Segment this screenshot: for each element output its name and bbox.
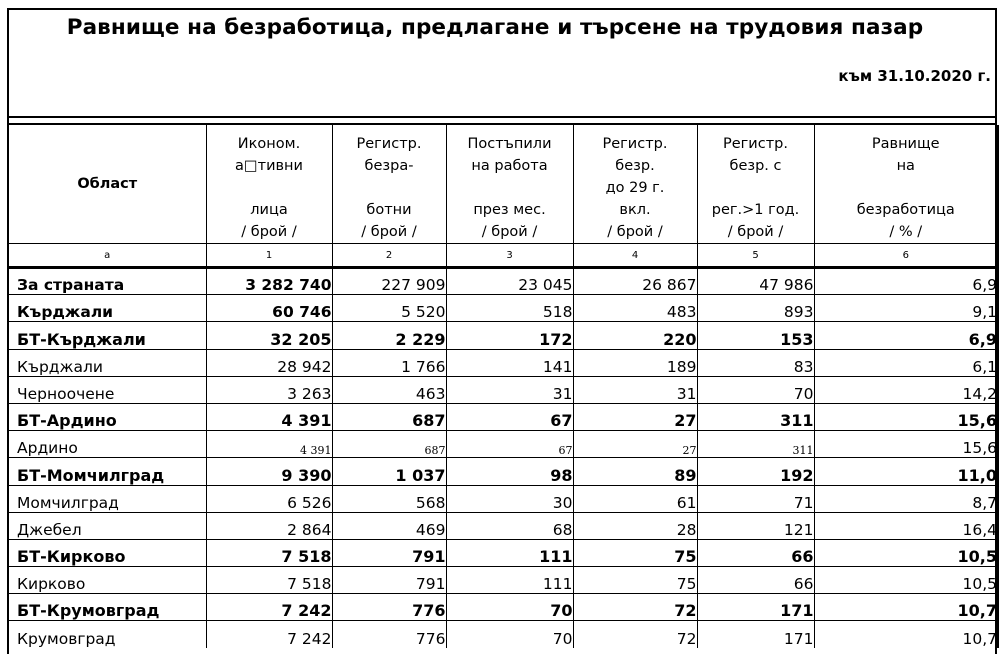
value-cell: 8,7 — [814, 485, 998, 512]
index-cell: 5 — [697, 244, 814, 268]
area-name-cell: БТ-Кирково — [8, 539, 206, 566]
value-cell: 111 — [446, 567, 573, 594]
header-line — [815, 177, 998, 199]
header-col-5 — [697, 125, 814, 244]
area-name-cell: Крумовград — [8, 621, 206, 648]
header-line — [447, 177, 573, 199]
table-row — [8, 403, 998, 430]
value-cell: 31 — [573, 376, 697, 403]
value-cell: 172 — [446, 322, 573, 349]
value-cell: 227 909 — [332, 268, 446, 295]
value-cell: 791 — [332, 567, 446, 594]
value-cell: 67 — [446, 403, 573, 430]
value-cell: 68 — [446, 512, 573, 539]
header-line: / % / — [889, 224, 923, 240]
area-name-cell: Кърджали — [8, 349, 206, 376]
value-cell: 469 — [332, 512, 446, 539]
table-row — [8, 539, 998, 566]
header-col-6 — [814, 125, 998, 244]
value-cell: 11,0 — [814, 458, 998, 485]
header-line: безр. — [615, 158, 655, 174]
value-cell: 31 — [446, 376, 573, 403]
value-cell: 66 — [697, 539, 814, 566]
value-cell: 7 518 — [206, 567, 332, 594]
value-cell: 776 — [332, 594, 446, 621]
table-row — [8, 621, 998, 648]
header-line: Регистр. — [723, 136, 788, 152]
value-cell: 67 — [446, 431, 573, 458]
area-name-cell: БТ-Ардино — [8, 403, 206, 430]
value-cell: 518 — [446, 295, 573, 322]
value-cell: 776 — [332, 621, 446, 648]
header-line: Иконом. — [237, 136, 301, 152]
index-cell: 2 — [332, 244, 446, 268]
header-line: вкл. — [619, 202, 651, 218]
table-row — [8, 376, 998, 403]
index-cell: 3 — [446, 244, 573, 268]
area-name-cell: Момчилград — [8, 485, 206, 512]
header-col-1 — [206, 125, 332, 244]
header-line: / брой / — [727, 224, 784, 240]
area-name-cell: БТ-Крумовград — [8, 594, 206, 621]
header-col-2 — [332, 125, 446, 244]
header-line — [207, 177, 332, 199]
value-cell: 121 — [697, 512, 814, 539]
value-cell: 6,1 — [814, 349, 998, 376]
area-name-cell: БТ-Момчилград — [8, 458, 206, 485]
value-cell: 70 — [697, 376, 814, 403]
header-line — [333, 177, 446, 199]
value-cell: 2 864 — [206, 512, 332, 539]
area-name-cell: БТ-Кърджали — [8, 322, 206, 349]
table-row — [8, 567, 998, 594]
value-cell: 2 229 — [332, 322, 446, 349]
header-line: / брой / — [361, 224, 417, 240]
value-cell: 26 867 — [573, 268, 697, 295]
value-cell: 28 942 — [206, 349, 332, 376]
header-line: рег.>1 год. — [711, 202, 800, 218]
header-line: Регистр. — [602, 136, 668, 152]
value-cell: 483 — [573, 295, 697, 322]
value-cell: 66 — [697, 567, 814, 594]
value-cell: 70 — [446, 594, 573, 621]
header-line: през мес. — [473, 202, 546, 218]
value-cell: 1 037 — [332, 458, 446, 485]
value-cell: 171 — [697, 621, 814, 648]
value-cell: 23 045 — [446, 268, 573, 295]
area-name-cell: Ардино — [8, 431, 206, 458]
table-row — [8, 431, 998, 458]
value-cell: 27 — [573, 403, 697, 430]
value-cell: 27 — [573, 431, 697, 458]
value-cell: 28 — [573, 512, 697, 539]
value-cell: 220 — [573, 322, 697, 349]
area-name-cell: За страната — [8, 268, 206, 295]
header-line: лица — [250, 202, 288, 218]
value-cell: 893 — [697, 295, 814, 322]
value-cell: 6,9 — [814, 268, 998, 295]
value-cell: 75 — [573, 539, 697, 566]
value-cell: 60 746 — [206, 295, 332, 322]
table-row — [8, 295, 998, 322]
value-cell: 89 — [573, 458, 697, 485]
header-line: безработица — [856, 202, 955, 218]
header-line: безра- — [364, 158, 414, 174]
header-line: Равнище — [871, 136, 940, 152]
header-line — [698, 177, 814, 199]
table-row — [8, 458, 998, 485]
value-cell: 311 — [697, 403, 814, 430]
header-line: / брой / — [607, 224, 663, 240]
value-cell: 10,7 — [814, 594, 998, 621]
value-cell: 16,4 — [814, 512, 998, 539]
value-cell: 9,1 — [814, 295, 998, 322]
value-cell: 463 — [332, 376, 446, 403]
unemployment-table — [7, 125, 999, 648]
table-row — [8, 349, 998, 376]
report-title: Равнище на безработица, предлагане и търсене на трудовия пазар — [66, 15, 924, 40]
value-cell: 47 986 — [697, 268, 814, 295]
area-name-cell: Джебел — [8, 512, 206, 539]
table-row — [8, 485, 998, 512]
header-line: безр. с — [729, 158, 782, 174]
table-body — [8, 268, 998, 649]
table-row — [8, 594, 998, 621]
area-name-cell: Кърджали — [8, 295, 206, 322]
value-cell: 9 390 — [206, 458, 332, 485]
area-name-cell: Кирково — [8, 567, 206, 594]
value-cell: 98 — [446, 458, 573, 485]
header-area: Област — [8, 125, 206, 244]
value-cell: 687 — [332, 431, 446, 458]
header-line: / брой / — [481, 224, 538, 240]
value-cell: 5 520 — [332, 295, 446, 322]
header-line: ботни — [366, 202, 412, 218]
value-cell: 192 — [697, 458, 814, 485]
value-cell: 687 — [332, 403, 446, 430]
value-cell: 4 391 — [206, 431, 332, 458]
value-cell: 10,7 — [814, 621, 998, 648]
value-cell: 3 282 740 — [206, 268, 332, 295]
area-name-cell: Черноочене — [8, 376, 206, 403]
value-cell: 7 242 — [206, 621, 332, 648]
value-cell: 15,6 — [814, 431, 998, 458]
value-cell: 791 — [332, 539, 446, 566]
report-date: към 31.10.2020 г. — [838, 67, 991, 85]
title-divider — [7, 116, 997, 118]
table-row — [8, 322, 998, 349]
header-col-3 — [446, 125, 573, 244]
index-cell: 6 — [814, 244, 998, 268]
index-cell: а — [8, 244, 206, 268]
value-cell: 4 391 — [206, 403, 332, 430]
index-cell: 4 — [573, 244, 697, 268]
value-cell: 153 — [697, 322, 814, 349]
header-line: на работа — [471, 158, 548, 174]
value-cell: 141 — [446, 349, 573, 376]
value-cell: 61 — [573, 485, 697, 512]
header-line: / брой / — [241, 224, 297, 240]
header-line: на — [896, 158, 915, 174]
value-cell: 3 263 — [206, 376, 332, 403]
header-line: а□тивни — [235, 158, 303, 174]
value-cell: 30 — [446, 485, 573, 512]
value-cell: 75 — [573, 567, 697, 594]
value-cell: 7 242 — [206, 594, 332, 621]
column-index-row — [8, 244, 998, 268]
value-cell: 83 — [697, 349, 814, 376]
value-cell: 70 — [446, 621, 573, 648]
header-line: Регистр. — [356, 136, 422, 152]
value-cell: 72 — [573, 621, 697, 648]
header-line: Постъпили — [467, 136, 552, 152]
table-row — [8, 512, 998, 539]
value-cell: 6 526 — [206, 485, 332, 512]
header-col-4 — [573, 125, 697, 244]
value-cell: 10,5 — [814, 567, 998, 594]
value-cell: 71 — [697, 485, 814, 512]
value-cell: 15,6 — [814, 403, 998, 430]
value-cell: 311 — [697, 431, 814, 458]
value-cell: 32 205 — [206, 322, 332, 349]
value-cell: 7 518 — [206, 539, 332, 566]
header-row — [8, 125, 998, 244]
value-cell: 1 766 — [332, 349, 446, 376]
value-cell: 10,5 — [814, 539, 998, 566]
header-line: до 29 г. — [605, 180, 665, 196]
value-cell: 72 — [573, 594, 697, 621]
index-cell: 1 — [206, 244, 332, 268]
value-cell: 6,9 — [814, 322, 998, 349]
value-cell: 171 — [697, 594, 814, 621]
value-cell: 189 — [573, 349, 697, 376]
value-cell: 14,2 — [814, 376, 998, 403]
value-cell: 111 — [446, 539, 573, 566]
value-cell: 568 — [332, 485, 446, 512]
table-row — [8, 268, 998, 295]
